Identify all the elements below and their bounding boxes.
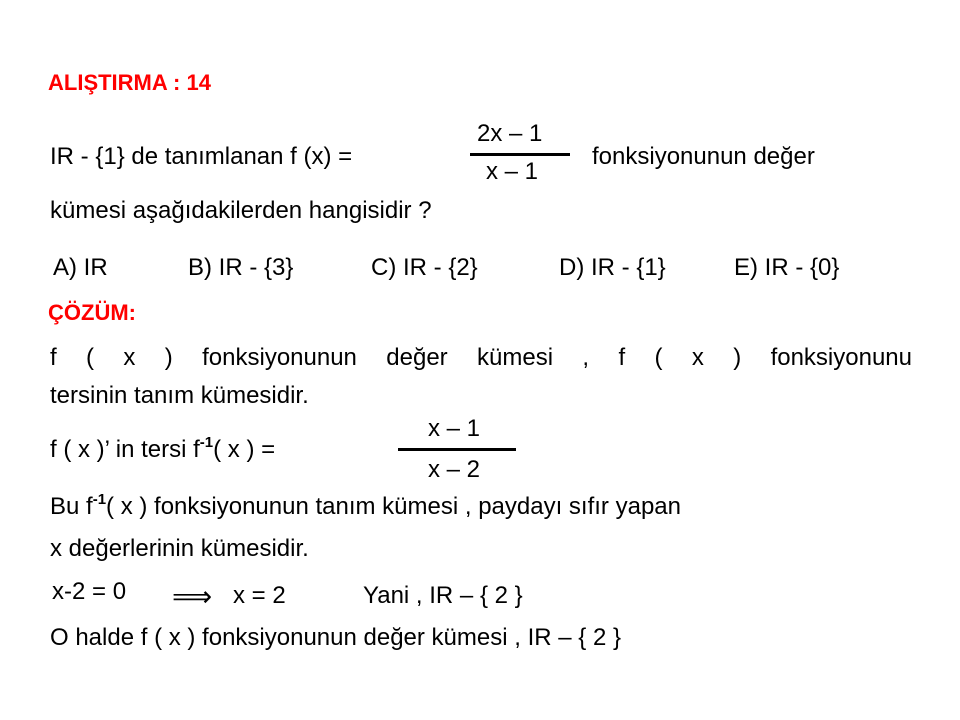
- equation: x-2 = 0: [52, 578, 127, 605]
- option-c: C) IR - {2}: [371, 254, 478, 281]
- option-d: D) IR - {1}: [559, 254, 666, 281]
- inverse-superscript: -1: [199, 434, 214, 451]
- bu-line: [50, 493, 912, 521]
- bu-prefix: Bu f: [50, 493, 93, 520]
- inverse-fraction-bar: [398, 448, 516, 451]
- solution-line1: f ( x ) fonksiyonunun değer kümesi , f ( x ) fonksiyonunu: [50, 344, 912, 371]
- fraction-numerator: 2x – 1: [477, 120, 543, 147]
- inverse-numerator: x – 1: [428, 415, 481, 442]
- exercise-title: ALIŞTIRMA : 14: [48, 70, 211, 95]
- inverse-denominator: x – 2: [428, 456, 481, 483]
- option-e: E) IR - {0}: [734, 254, 840, 281]
- result: x = 2: [233, 582, 286, 609]
- solution-title: ÇÖZÜM:: [48, 300, 136, 325]
- bu-superscript: -1: [92, 491, 107, 508]
- option-a: A) IR: [53, 254, 108, 281]
- question-line2: kümesi aşağıdakilerden hangisidir ?: [50, 197, 432, 224]
- fraction-bar: [470, 153, 570, 156]
- inverse-expression: [50, 436, 275, 464]
- yani-result: Yani , IR – { 2 }: [363, 582, 523, 609]
- inverse-prefix: f ( x )’ in tersi f: [50, 436, 200, 463]
- question-prefix: IR - {1} de tanımlanan f (x) =: [50, 143, 353, 170]
- bu-line2: x değerlerinin kümesidir.: [50, 535, 309, 562]
- implies-arrow-icon: ⟹: [172, 580, 213, 613]
- inverse-mid: ( x ) =: [213, 436, 276, 463]
- option-b: B) IR - {3}: [188, 254, 294, 281]
- bu-rest: ( x ) fonksiyonunun tanım kümesi , paydayı sıfır yapan: [106, 493, 681, 520]
- solution-line2: tersinin tanım kümesidir.: [50, 382, 309, 409]
- fraction-denominator: x – 1: [486, 158, 539, 185]
- question-suffix: fonksiyonunun değer: [592, 143, 815, 170]
- conclusion: O halde f ( x ) fonksiyonunun değer kümesi , IR – { 2 }: [50, 624, 621, 651]
